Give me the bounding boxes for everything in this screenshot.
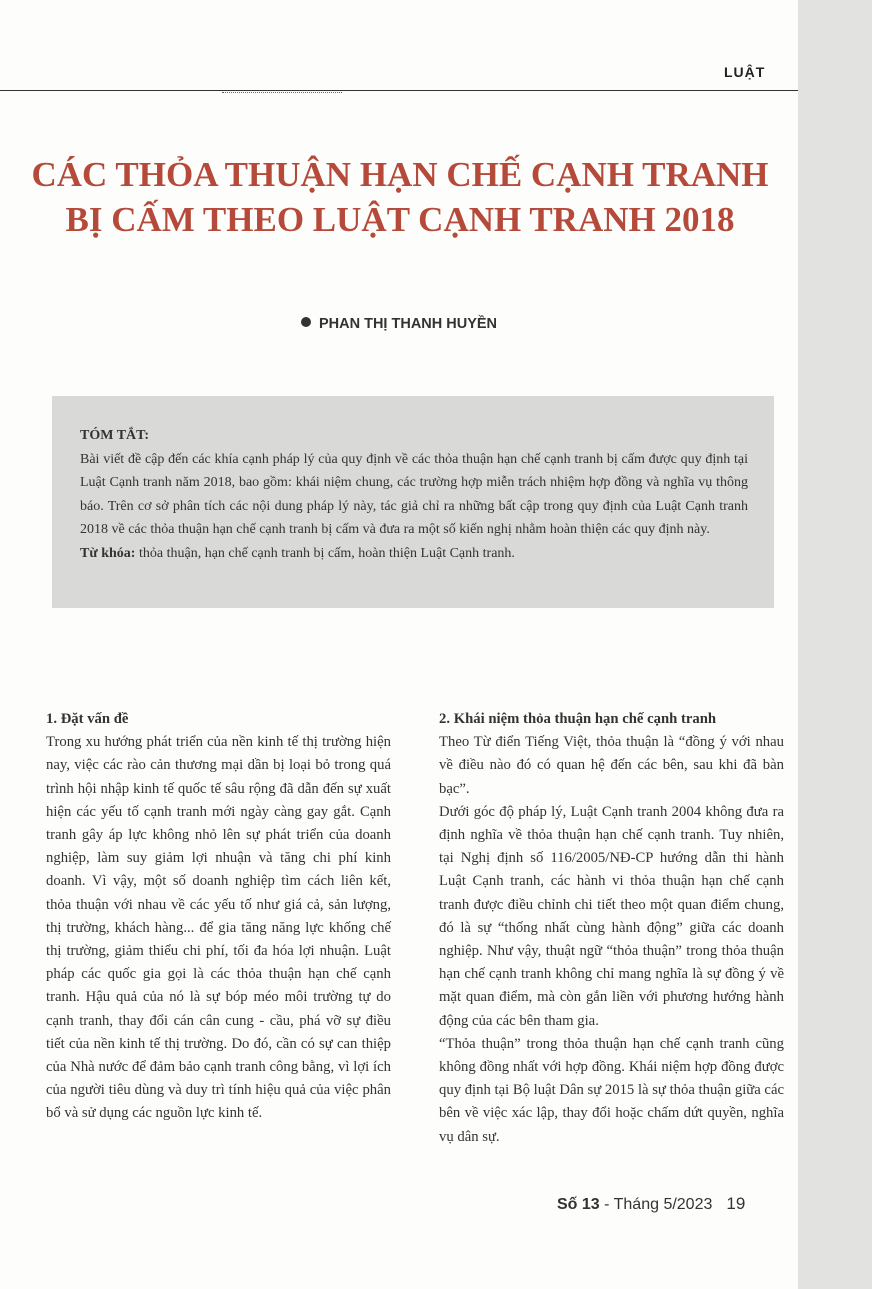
issue-number: Số 13 bbox=[557, 1196, 600, 1213]
section-1-paragraph: Trong xu hướng phát triển của nền kinh tế thị trường hiện nay, việc các rào cản thương mại dần bị loại bỏ trong quá trình hội nhập kinh tế quốc tế sâu rộng đã dẫn đến sự xuất hiện các yếu tố cạnh tranh mới ngày càng gay gắt. Cạnh tranh gây áp lực không nhỏ lên sự phát triển của doanh nghiệp, làm suy giảm lợi nhuận và tăng chi phí kinh doanh. Vì vậy, một số doanh nghiệp tìm cách liên kết, thỏa thuận với nhau về các yếu tố như giá cả, sản lượng, thị trường, khách hàng... để gia tăng năng lực khống chế thị trường, giảm thiểu chi phí, tối đa hóa lợi nhuận. Luật pháp các quốc gia gọi là các thỏa thuận hạn chế cạnh tranh. Hậu quả của nó là sự bóp méo môi trường tự do cạnh tranh, thay đổi cán cân cung - cầu, phá vỡ sự điều tiết của nền kinh tế thị trường. Do đó, cần có sự can thiệp của Nhà nước để đảm bảo cạnh tranh công bằng, vì lợi ích của người tiêu dùng và duy trì tính hiệu quả của việc phân bổ và sử dụng các nguồn lực kinh tế. bbox=[46, 734, 391, 1122]
section-1-heading: 1. Đặt vấn đề bbox=[46, 711, 129, 727]
left-column bbox=[46, 708, 391, 1126]
section-tag: LUẬT bbox=[724, 64, 766, 80]
section-2-paragraph-2: Dưới góc độ pháp lý, Luật Cạnh tranh 2004 không đưa ra định nghĩa về thỏa thuận hạn chế cạnh tranh. Tuy nhiên, tại Nghị định số 116/2005/NĐ-CP hướng dẫn thi hành Luật Cạnh tranh, các hành vi thỏa thuận hạn chế cạnh tranh được điều chỉnh chi tiết theo một quan điểm chung, đó là sự “thống nhất cùng hành động” giữa các doanh nghiệp. Như vậy, thuật ngữ “thỏa thuận” trong thỏa thuận hạn chế cạnh tranh không chỉ mang nghĩa là sự đồng ý về mặt quan điểm, mà còn gắn liền với phương hướng hành động của các bên tham gia. bbox=[439, 803, 784, 1029]
page-number: 19 bbox=[726, 1194, 746, 1213]
right-column bbox=[439, 708, 784, 1149]
article-title bbox=[20, 152, 780, 242]
issue-month: Tháng 5/2023 bbox=[613, 1196, 713, 1213]
abstract-heading: TÓM TẮT: bbox=[80, 428, 150, 443]
bullet-icon bbox=[301, 317, 311, 327]
author-name: PHAN THỊ THANH HUYỀN bbox=[318, 316, 498, 332]
article-title-line-1: CÁC THỎA THUẬN HẠN CHẾ CẠNH TRANH bbox=[31, 155, 769, 194]
abstract-content bbox=[80, 424, 748, 566]
abstract-keywords bbox=[80, 546, 515, 561]
section-2-paragraph-1: Theo Từ điển Tiếng Việt, thỏa thuận là “đồng ý với nhau về điều nào đó có quan hệ đến các bên, sau khi đã bàn bạc”. bbox=[439, 734, 784, 797]
keywords-label: Từ khóa: bbox=[80, 545, 136, 561]
footer-separator: - bbox=[599, 1196, 614, 1213]
page-edge-band bbox=[798, 0, 872, 1289]
abstract-text: Bài viết đề cập đến các khía cạnh pháp lý của quy định về các thỏa thuận hạn chế cạnh tranh bị cấm được quy định tại Luật Cạnh tranh năm 2018, bao gồm: khái niệm chung, các trường hợp miễn trách nhiệm hợp đồng và nghĩa vụ thông báo. Trên cơ sở phân tích các nội dung pháp lý này, tác giả chỉ ra những bất cập trong quy định của Luật Cạnh tranh 2018 về các thỏa thuận hạn chế cạnh tranh bị cấm và đưa ra một số kiến nghị nhằm hoàn thiện các quy định này. bbox=[80, 451, 748, 538]
article-title-line-2: BỊ CẤM THEO LUẬT CẠNH TRANH 2018 bbox=[65, 200, 735, 239]
page-footer bbox=[557, 1194, 745, 1214]
header-rule bbox=[0, 90, 798, 91]
author-line bbox=[0, 316, 798, 332]
header-dotted-rule bbox=[222, 92, 342, 94]
section-2-heading: 2. Khái niệm thỏa thuận hạn chế cạnh tranh bbox=[439, 711, 717, 727]
keywords-text: thỏa thuận, hạn chế cạnh tranh bị cấm, hoàn thiện Luật Cạnh tranh. bbox=[135, 545, 515, 561]
section-2-paragraph-3: “Thỏa thuận” trong thỏa thuận hạn chế cạnh tranh cũng không đồng nhất với hợp đồng. Khái niệm hợp đồng được quy định tại Bộ luật Dân sự 2015 là sự thỏa thuận giữa các bên về việc xác lập, thay đổi hoặc chấm dứt quyền, nghĩa vụ dân sự. bbox=[439, 1035, 784, 1145]
abstract-box bbox=[52, 396, 774, 608]
